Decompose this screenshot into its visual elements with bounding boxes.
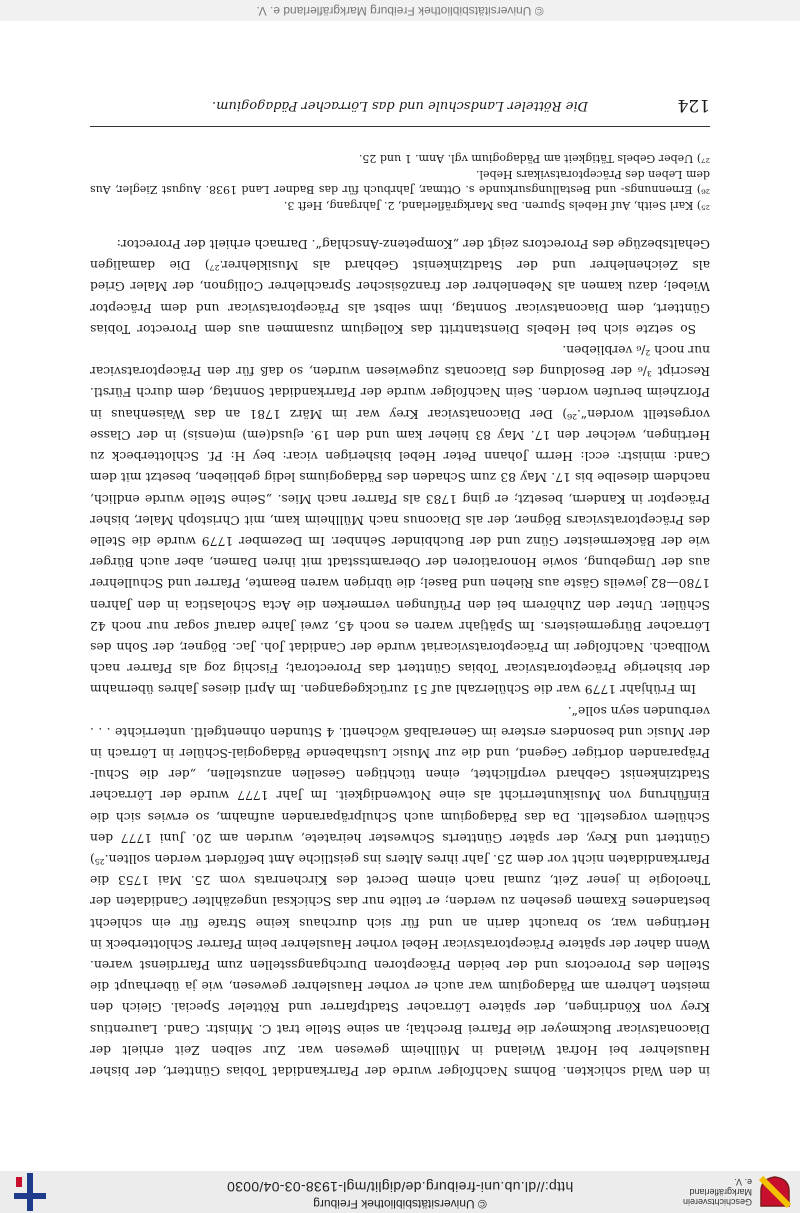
- footnote-27: ²⁷) Ueber Gebels Tätigkeit am Pädagogium vgl. Anm. 1 und 25.: [358, 152, 710, 165]
- body-paragraph-1: in den Wald schickten. Bohms Nachfolger wurde der Pfarrkandidat Tobias Günttert, der bisher Hauslehrer bei Hofrat Wieland in Müllheim gewesen war. Zur selben Zeit erhielt der Diaconatsvicar Buckmeyer die Pfarrei Brechtal; an seine Stelle trat C. Ministr. Cand. Laurentius Krey von Köndringen, der spätere Lörracher Stadtpfarrer und Rötteler Special. Gleich den meisten Lehrern am Pädagogium war auch er vorher Hauslehrer gewesen, wie ja überhaupt die Stellen des Prorectors und der beiden Präceptoren Durchgangsstellen zum Pfarrdienst waren. Wenn daher der spätere Präceptoratsvicar Hebel vorher Hauslehrer beim Pfarrer Schlotterbeck in Hertingen war, so braucht darin an und für sich durchaus keine Strafe für ein schlecht bestandenes Examen gesehen zu werden; er teilte nur das Schicksal ungezählter Candidaten der Theologie in jener Zeit, zumal nach einem Decret des Kirchenrats vom 25. Mai 1753 die Pfarrkandidaten nicht vor dem 25. Jahr ihres Alters ins geistliche Amt befördert werden sollten.²⁵) Günttert und Krey, der später Güntterts Schwester heiratete, wurden am 20. Juni 1777 den Schülern vorgestellt. Da das Pädagogium auch Schulpräparanden aufnahm, so erwies sich die Einführung von Musikunterricht als eine Notwendigkeit. Im Jahr 1777 wurde der Lörracher Stadtzinkenist Gebhard verpflichtet, einen tüchtigen Gesellen anzustellen, „der die Schul-Präparanden dortiger Gegend, und die zur Music Lusthabende Pädagogial-Schüler in Lörrach in der Music und besonders erstere im Generalbaß wöchentl. 4 Stunden ohnentgeltl. unterrichte . . . verbunden seyn solle“.: [90, 703, 710, 1078]
- page-number: 124: [677, 95, 710, 115]
- header-rule: [90, 126, 710, 127]
- footnote-25: ²⁵) Karl Seith, Auf Hebels Spuren. Das Markgräflerland, 2. Jahrgang, Heft 3.: [283, 199, 710, 212]
- source-url[interactable]: http://dl.ub.uni-freiburg.de/diglit/mgl-1938-03-04/0030: [226, 1179, 574, 1195]
- society-name-line1: Geschichtsverein: [682, 1197, 752, 1207]
- running-title: Die Rötteler Landschule und das Lörracher Pädagogium.: [212, 98, 588, 113]
- copyright-notice: © Universitätsbibliothek Freiburg: [313, 1197, 487, 1211]
- university-library-logo-icon: [14, 1173, 46, 1211]
- bottom-banner-text: © Universitätsbibliothek Freiburg Markgräflerland e. V.: [256, 4, 544, 18]
- footnote-26: ²⁶) Ernennungs- und Bestallungsurkunde s. Ottmar, Jahrbuch für das Badner Land 1938. August Ziegler, Aus dem Leben des Präceptoratsvikars Hebel.: [90, 168, 710, 196]
- body-text: [90, 233, 710, 1081]
- bottom-banner: [0, 0, 800, 21]
- running-head: [90, 89, 710, 115]
- society-name-line2: Markgräflerland e. V.: [689, 1177, 752, 1197]
- body-paragraph-2: Im Frühjahr 1779 war die Schülerzahl auf 51 zurückgegangen. Im April dieses Jahres übernahm der bisherige Präceptoratsvicar Tobias Günttert das Prorectorat; Fischig zog als Pfarrer nach Wollbach. Nachfolger im Präceptoratsvicariat wurde der Candidat Joh. Jac. Bögner, der Sohn des Lörracher Bürgermeisters. Im Spätjahr waren es noch 45, zwei Jahre darauf sogar nur noch 42 Schüler. Unter den Zuhörern bei den Prüfungen vermerken die Acta Scholastica in den Jahren 1780—82 jeweils Gäste aus Riehen und Basel; die übrigen waren Beamte, Pfarrer und Schullehrer aus der Umgebung, sowie Honoratioren der Oberamtsstadt mit ihren Damen, aber auch Bürger wie der Bäckermeister Günz und der Buchbinder Sehnber. Im Dezember 1779 wurde die Stelle des Präceptoratsvicars Bögner, der als Diaconus nach Müllheim kam, mit Christoph Maler, bisher Präceptor in Kandern, besetzt; er ging 1783 als Pfarrer nach Mies. „Seine Stelle wurde endlich, nachdem dieselbe bis 17. May 83 zum Schaden des Pädagogiums ledig geblieben, besetzt mit dem Cand: ministr: eccl: Herrn Johann Peter Hebel bisherigen vicar: bey H: Pf. Schlotterbeck zu Hertingen, welcher den 17. May 83 hieher kam und den 19. ejusd(em) m(ensis) in der Classe vorgestellt worden“.²⁶) Der Diaconatsvicar Krey war im März 1781 an das Waisenhaus in Pforzheim berufen worden. Sein Nachfolger wurde der Pfarrkandidat Sonntag, dem durch Fürstl. Rescript ³/₆ der Besoldung des Diaconats zugewiesen wurden, so daß für den Präceptoratsvicar nur noch ²/₆ verblieben.: [90, 343, 710, 697]
- body-paragraph-3: So setzte sich bei Hebels Dienstantritt das Kollegium zusammen aus dem Prorector Tobias Günttert, dem Diaconatsvicar Sonntag, ihm selbst als Präceptoratsvicar und dem Präceptor Wiebel; dazu kamen als Nebenlehrer der französischer Sprachlehrer Collignon, der Maler Gried als Zeichenlehrer und der Stadtzinkenist Gebhard als Musiklehrer.²⁷) Die damaligen Gehaltsbezüge des Prorectors zeigt der „Kompetenz-Anschlag“. Darnach erhielt der Prorector:: [90, 237, 710, 336]
- library-banner: [0, 1171, 800, 1213]
- footnotes: [90, 150, 710, 213]
